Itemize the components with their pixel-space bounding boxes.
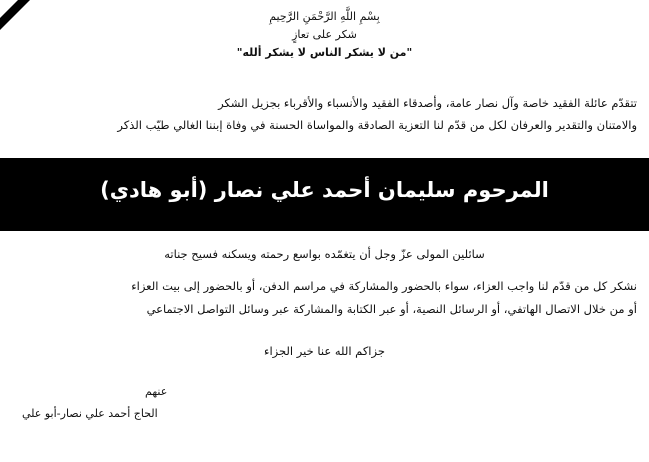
intro-line-2: والامتنان والتقدير والعرفان لكل من قدّم لنا التعزية الصادقة والمواساة الحسنة في وفاة إبننا الغالي طيّب الذكر — [117, 118, 637, 132]
thanks-line-2: أو من خلال الاتصال الهاتفي، أو الرسائل النصية، أو عبر الكتابة والمشاركة عبر وسائل التواصل الاجتماعي — [146, 302, 637, 316]
thanks-title: شكر على تعازٍ — [292, 28, 357, 41]
hadith-quote: "من لا يشكر الناس لا يشكر ألله" — [236, 46, 413, 59]
on-behalf-label: عنهم — [145, 385, 168, 398]
prayer-line: سائلين المولى عزّ وجل أن يتغمّده بواسع رحمته ويسكنه فسيح جناته — [164, 247, 485, 261]
intro-line-1: تتقدّم عائلة الفقيد خاصة وآل نصار عامة، وأصدقاء الفقيد والأنسباء والأقرباء بجزيل الشكر — [218, 96, 637, 110]
closing-line: جزاكم الله عنا خير الجزاء — [264, 344, 385, 358]
deceased-name: المرحوم سليمان أحمد علي نصار (أبو هادي) — [100, 178, 549, 202]
thanks-line-1: نشكر كل من قدّم لنا واجب العزاء، سواء بالحضور والمشاركة في مراسم الدفن، أو بالحضور إلى بيت العزاء — [131, 279, 637, 293]
signer-name: الحاج أحمد علي نصار-أبو علي — [22, 407, 158, 420]
deceased-name-banner — [0, 158, 649, 231]
basmala: بِسْمِ اللَّهِ الرَّحْمَنِ الرَّحِيمِ — [269, 10, 380, 23]
